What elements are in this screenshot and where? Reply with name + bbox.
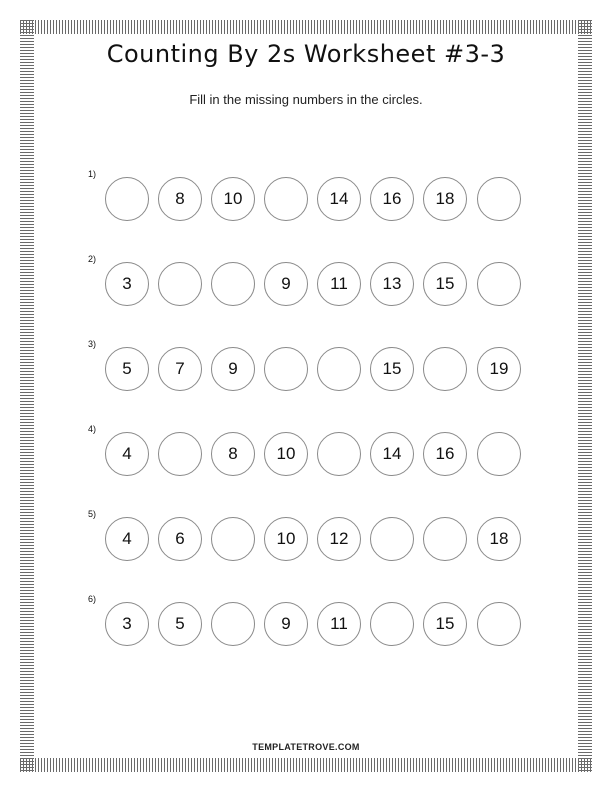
number-circle: 3 — [105, 262, 149, 306]
number-circle: 16 — [370, 177, 414, 221]
number-circle: 11 — [317, 262, 361, 306]
number-circle: 7 — [158, 347, 202, 391]
number-circle: 10 — [264, 517, 308, 561]
blank-number-circle[interactable] — [158, 262, 202, 306]
number-circle: 6 — [158, 517, 202, 561]
number-circle: 14 — [317, 177, 361, 221]
blank-number-circle[interactable] — [264, 347, 308, 391]
number-circle: 4 — [105, 432, 149, 476]
number-circle: 16 — [423, 432, 467, 476]
blank-number-circle[interactable] — [477, 602, 521, 646]
number-circle: 5 — [158, 602, 202, 646]
blank-number-circle[interactable] — [317, 432, 361, 476]
number-circle: 9 — [211, 347, 255, 391]
blank-number-circle[interactable] — [370, 602, 414, 646]
number-circle: 11 — [317, 602, 361, 646]
number-circle: 15 — [423, 262, 467, 306]
exercise-row — [0, 509, 612, 563]
blank-number-circle[interactable] — [264, 177, 308, 221]
number-circle: 10 — [211, 177, 255, 221]
number-circle: 9 — [264, 602, 308, 646]
exercise-number: 5) — [88, 509, 97, 519]
exercise-number: 3) — [88, 339, 97, 349]
number-circle: 4 — [105, 517, 149, 561]
blank-number-circle[interactable] — [370, 517, 414, 561]
number-circle: 15 — [423, 602, 467, 646]
exercise-number: 2) — [88, 254, 97, 264]
number-circle: 3 — [105, 602, 149, 646]
page-title: Counting By 2s Worksheet #3-3 — [106, 40, 506, 68]
blank-number-circle[interactable] — [477, 177, 521, 221]
number-circle: 12 — [317, 517, 361, 561]
number-circle: 5 — [105, 347, 149, 391]
footer-brand: TEMPLATETROVE.COM — [252, 742, 360, 752]
instructions: Fill in the missing numbers in the circles. — [189, 92, 423, 107]
exercise-row — [0, 594, 612, 648]
exercise-row — [0, 339, 612, 393]
exercise-row — [0, 424, 612, 478]
decorative-border-top — [20, 20, 592, 34]
blank-number-circle[interactable] — [105, 177, 149, 221]
number-circle: 14 — [370, 432, 414, 476]
number-circle: 10 — [264, 432, 308, 476]
number-circle: 18 — [423, 177, 467, 221]
number-circle: 8 — [211, 432, 255, 476]
number-circle: 9 — [264, 262, 308, 306]
decorative-border-bottom — [20, 758, 592, 772]
blank-number-circle[interactable] — [211, 262, 255, 306]
number-circle: 15 — [370, 347, 414, 391]
exercise-row — [0, 254, 612, 308]
blank-number-circle[interactable] — [477, 262, 521, 306]
blank-number-circle[interactable] — [423, 517, 467, 561]
exercise-number: 6) — [88, 594, 97, 604]
exercise-number: 4) — [88, 424, 97, 434]
number-circle: 13 — [370, 262, 414, 306]
blank-number-circle[interactable] — [317, 347, 361, 391]
decorative-border-left — [20, 20, 34, 772]
blank-number-circle[interactable] — [423, 347, 467, 391]
number-circle: 18 — [477, 517, 521, 561]
blank-number-circle[interactable] — [477, 432, 521, 476]
number-circle: 8 — [158, 177, 202, 221]
decorative-border-right — [578, 20, 592, 772]
exercise-number: 1) — [88, 169, 97, 179]
number-circle: 19 — [477, 347, 521, 391]
blank-number-circle[interactable] — [211, 517, 255, 561]
blank-number-circle[interactable] — [158, 432, 202, 476]
exercise-row — [0, 169, 612, 223]
blank-number-circle[interactable] — [211, 602, 255, 646]
